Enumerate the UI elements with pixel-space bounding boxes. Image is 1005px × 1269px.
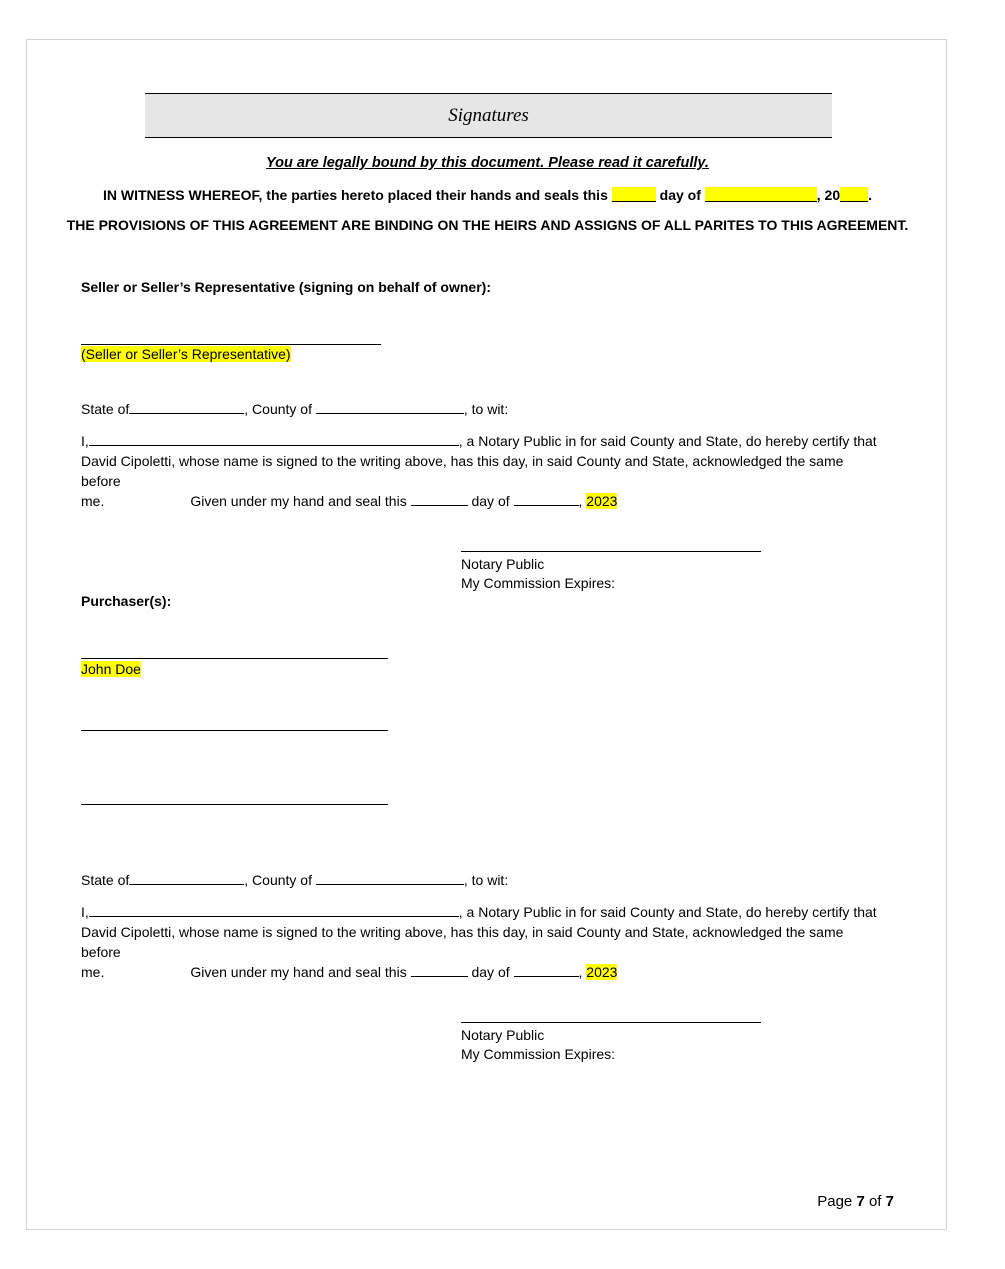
state-county-line-1 [81, 401, 508, 418]
page-label: Page [817, 1193, 853, 1210]
county-blank[interactable] [316, 872, 464, 885]
notary-public-label: Notary Public [461, 1027, 545, 1043]
purchaser-signature-line-3[interactable] [81, 804, 388, 805]
witness-line [27, 187, 948, 204]
notary-paragraph-1 [81, 431, 881, 511]
document-page [26, 39, 947, 1230]
given-text: Given under my hand and seal this [190, 964, 407, 980]
state-blank[interactable] [129, 401, 244, 414]
witness-end: . [868, 187, 873, 203]
state-county-line-2 [81, 872, 508, 889]
i-prefix: I, [81, 904, 89, 920]
of-label: of [868, 1193, 882, 1210]
notary-public-label: Notary Public [461, 556, 545, 572]
notary-line-1 [81, 902, 881, 922]
notary-name-blank[interactable] [89, 904, 459, 917]
notary-paragraph-2 [81, 902, 881, 982]
year-highlight: 2023 [586, 964, 618, 980]
signatures-banner [145, 93, 832, 138]
notary-name-blank[interactable] [89, 433, 459, 446]
notary-signature-block-2 [461, 1026, 615, 1064]
county-of-label: , County of [244, 401, 312, 417]
witness-day-of: day of [659, 187, 701, 203]
commission-expires-label: My Commission Expires: [461, 575, 616, 591]
notary-line-2: David Cipoletti, whose name is signed to the writing above, has this day, in said County and State, acknowledged the same before [81, 924, 844, 960]
state-of-label: State of [81, 872, 130, 888]
county-of-label: , County of [244, 872, 312, 888]
notary-line-3 [81, 962, 881, 982]
state-of-label: State of [81, 401, 130, 417]
page-total: 7 [885, 1193, 894, 1210]
me-text: me. [81, 493, 105, 509]
me-text: me. [81, 964, 105, 980]
day-of-text: day of [471, 493, 510, 509]
notary-text: , a Notary Public in for said County and State, do hereby certify that [458, 433, 877, 449]
notary-line-3 [81, 491, 881, 511]
purchaser-signature-line-2[interactable] [81, 730, 388, 731]
notary-signature-line-2[interactable] [461, 1022, 761, 1023]
to-wit-label: , to wit: [463, 401, 509, 417]
comma-text: , [578, 493, 583, 509]
legal-notice: You are legally bound by this document. Please read it carefully. [266, 155, 709, 171]
year-highlight: 2023 [586, 493, 618, 509]
given-month-blank[interactable] [514, 964, 579, 977]
county-blank[interactable] [316, 401, 464, 414]
given-day-blank[interactable] [411, 964, 468, 977]
seller-signature-label [81, 346, 291, 363]
witness-year-blank[interactable] [840, 187, 868, 202]
given-text: Given under my hand and seal this [190, 493, 407, 509]
section-title: Signatures [448, 104, 529, 126]
seller-heading: Seller or Seller’s Representative (signing on behalf of owner): [81, 279, 491, 295]
notary-line-1 [81, 431, 881, 451]
to-wit-label: , to wit: [463, 872, 509, 888]
day-of-text: day of [471, 964, 510, 980]
notary-text: , a Notary Public in for said County and State, do hereby certify that [458, 904, 877, 920]
i-prefix: I, [81, 433, 89, 449]
purchaser-signature-line-1[interactable] [81, 658, 388, 659]
seller-signature-line[interactable] [81, 344, 381, 345]
provisions-text: THE PROVISIONS OF THIS AGREEMENT ARE BINDING ON THE HEIRS AND ASSIGNS OF ALL PARITES TO THIS AGREEMENT. [66, 217, 909, 233]
witness-prefix: IN WITNESS WHEREOF, the parties hereto placed their hands and seals this [102, 187, 608, 203]
notary-signature-block-1 [461, 555, 615, 593]
page-number [817, 1193, 894, 1210]
seller-signature-label-text: (Seller or Seller’s Representative) [81, 346, 291, 362]
state-blank[interactable] [129, 872, 244, 885]
given-month-blank[interactable] [514, 493, 579, 506]
commission-expires-label: My Commission Expires: [461, 1046, 616, 1062]
witness-day-blank[interactable] [612, 187, 656, 202]
page-current: 7 [856, 1193, 865, 1210]
witness-month-blank[interactable] [705, 187, 817, 202]
purchaser-name-1 [81, 661, 141, 678]
purchaser-name-1-text: John Doe [81, 661, 141, 677]
notary-line-2: David Cipoletti, whose name is signed to the writing above, has this day, in said County and State, acknowledged the same before [81, 453, 844, 489]
purchaser-heading: Purchaser(s): [81, 593, 172, 609]
witness-year-prefix: , 20 [816, 187, 841, 203]
comma-text: , [578, 964, 583, 980]
given-day-blank[interactable] [411, 493, 468, 506]
notary-signature-line-1[interactable] [461, 551, 761, 552]
